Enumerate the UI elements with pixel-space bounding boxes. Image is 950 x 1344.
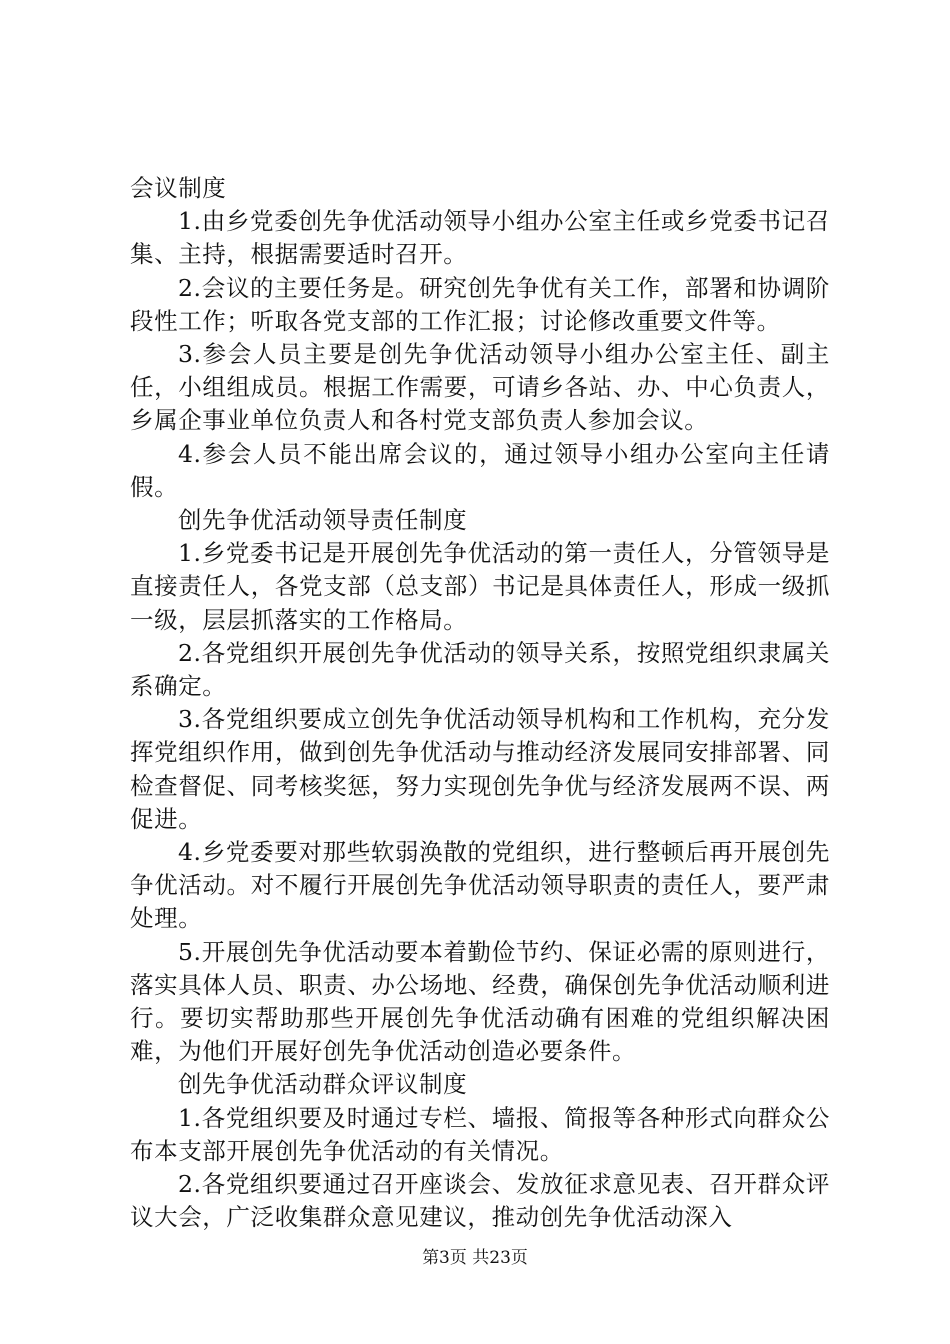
section-heading: 创先争优活动群众评议制度 <box>178 1070 468 1099</box>
paragraph: 2.各党组织要通过召开座谈会、发放征求意见表、召开群众评议大会，广泛收集群众意见建议，推动创先争优活动深入 <box>130 1170 830 1232</box>
document-body <box>130 172 830 1235</box>
paragraph: 1.乡党委书记是开展创先争优活动的第一责任人，分管领导是直接责任人，各党支部（总支部）书记是具体责任人，形成一级抓一级，层层抓落实的工作格局。 <box>130 539 830 634</box>
section-heading: 会议制度 <box>130 174 227 202</box>
paragraph: 3.各党组织要成立创先争优活动领导机构和工作机构，充分发挥党组织作用，做到创先争优活动与推动经济发展同安排部署、同检查督促、同考核奖惩，努力实现创先争优与经济发展两不误、两促进。 <box>130 705 830 833</box>
paragraph: 2.会议的主要任务是。研究创先争优有关工作，部署和协调阶段性工作；听取各党支部的工作汇报；讨论修改重要文件等。 <box>130 273 830 335</box>
paragraph: 1.各党组织要及时通过专栏、墙报、简报等各种形式向群众公布本支部开展创先争优活动的有关情况。 <box>130 1103 830 1165</box>
paragraph: 2.各党组织开展创先争优活动的领导关系，按照党组织隶属关系确定。 <box>130 638 830 701</box>
paragraph: 4.参会人员不能出席会议的，通过领导小组办公室向主任请假。 <box>130 439 830 501</box>
paragraph: 3.参会人员主要是创先争优活动领导小组办公室主任、副主任，小组组成员。根据工作需要，可请乡各站、办、中心负责人，乡属企事业单位负责人和各村党支部负责人参加会议。 <box>130 340 830 435</box>
paragraph: 5.开展创先争优活动要本着勤俭节约、保证必需的原则进行，落实具体人员、职责、办公场地、经费，确保创先争优活动顺利进行。要切实帮助那些开展创先争优活动确有困难的党组织解决困难，为他们开展好创先争优活动创造必要条件。 <box>130 937 830 1066</box>
section-heading: 创先争优活动领导责任制度 <box>178 506 468 535</box>
paragraph: 1.由乡党委创先争优活动领导小组办公室主任或乡党委书记召集、主持，根据需要适时召开。 <box>130 207 830 269</box>
paragraph: 4.乡党委要对那些软弱涣散的党组织，进行整顿后再开展创先争优活动。对不履行开展创先争优活动领导职责的责任人，要严肃处理。 <box>130 838 830 933</box>
page-number-footer: 第3页 共23页 <box>422 1248 528 1268</box>
